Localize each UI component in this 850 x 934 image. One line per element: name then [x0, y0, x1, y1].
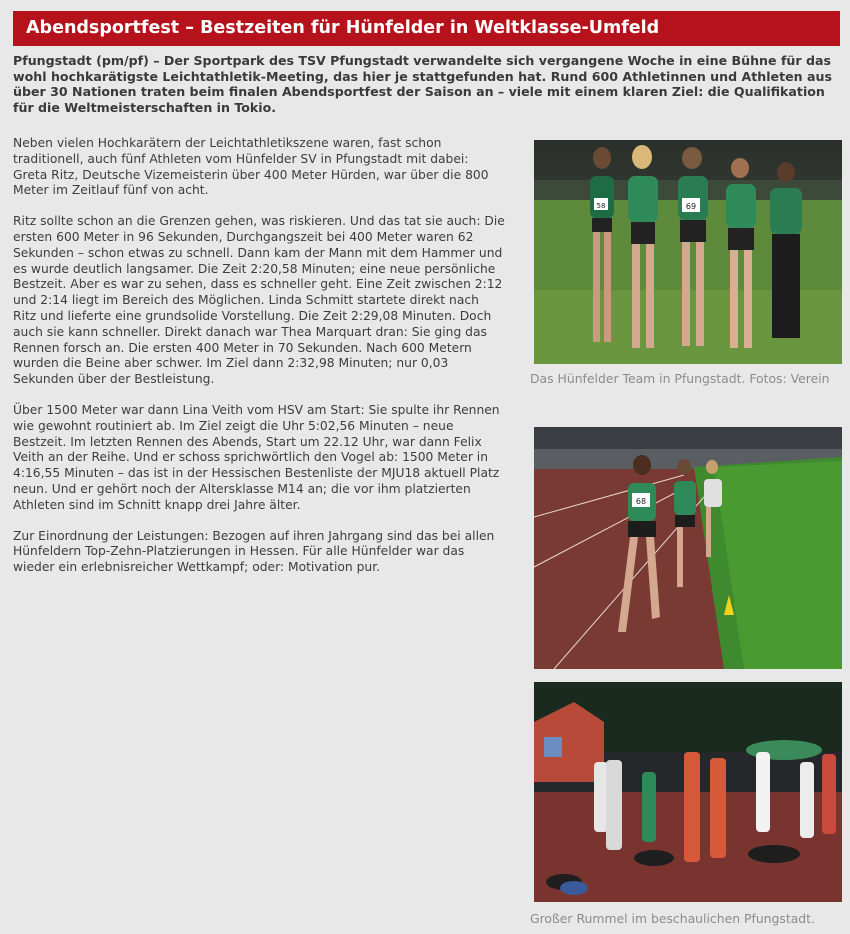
crowd-photo-image [534, 682, 842, 902]
crowd-photo[interactable] [534, 682, 842, 902]
body-paragraph: Über 1500 Meter war dann Lina Veith vom HSV am Start: Sie spulte ihr Rennen wie gewohnt routiniert ab. Im Ziel zeigt die Uhr 5:02,56 Minuten – neue Bestzeit. Im letzten Rennen des Abends, Start um 22.12 Uhr, war dann Felix Veith an der Reihe. Und er schoss sprichwörtlich den Vogel ab: 1500 Meter in 4:16,55 Minuten – das ist in der Hessischen Bestenliste der MJU18 aktuell Platz neun. Und er gehört noch der Altersklasse M14 an; die vor ihm platzierten Athleten sind im Schnitt knapp drei Jahre älter. [13, 402, 500, 512]
article-body [13, 136, 505, 591]
team-photo-image [534, 140, 842, 364]
bib-number: 68 [635, 497, 647, 506]
team-photo[interactable] [534, 140, 842, 364]
bib-number: 69 [685, 202, 697, 211]
bib-number: 58 [596, 202, 606, 210]
crowd-photo-caption: Großer Rummel im beschaulichen Pfungstadt. [530, 911, 815, 926]
body-paragraph: Ritz sollte schon an die Grenzen gehen, was riskieren. Und das tat sie auch: Die ersten 600 Meter in 96 Sekunden, Durchgangszeit bei 400 Meter waren 62 Sekunden – schon etwas zu schnell. Dann kam der Mann mit dem Hammer und es wurde deutlich langsamer. Die Zeit 2:20,58 Minuten; eine neue persönliche Bestzeit. Aber es war zu sehen, dass es schneller geht. Eine Zeit zwischen 2:12 und 2:14 liegt im Bereich des Möglichen. Linda Schmitt startete direkt nach Ritz und lieferte eine grundsolide Vorstellung. Die Zeit 2:29,08 Minuten. Doch auch sie kann schneller. Direkt danach war Thea Marquart dran: Sie ging das Rennen forsch an. Die ersten 400 Meter in 70 Sekunden. Nach 600 Metern wurden die Beine aber schwer. Im Ziel dann 2:32,98 Minuten; nur 0,03 Sekunden über der Bestleistung. [13, 214, 505, 387]
article-title: Abendsportfest – Bestzeiten für Hünfelder in Weltklasse-Umfeld [13, 11, 840, 46]
body-paragraph: Zur Einordnung der Leistungen: Bezogen auf ihren Jahrgang sind das bei allen Hünfeldern Top-Zehn-Platzierungen in Hessen. Für alle Hünfelder war das wieder ein erlebnisreicher Wettkampf; oder: Motivation pur. [13, 528, 495, 575]
team-photo-caption: Das Hünfelder Team in Pfungstadt. Fotos: Verein [530, 371, 830, 386]
race-photo[interactable] [534, 427, 842, 669]
race-photo-image [534, 427, 842, 669]
body-paragraph: Neben vielen Hochkarätern der Leichtathletikszene waren, fast schon traditionell, auch fünf Athleten vom Hünfelder SV in Pfungstadt mit dabei: Greta Ritz, Deutsche Vizemeisterin über 400 Meter Hürden, war über die 800 Meter im Zeitlauf fünf von acht. [13, 136, 489, 198]
article-lead: Pfungstadt (pm/pf) – Der Sportpark des TSV Pfungstadt verwandelte sich vergangene Woche in eine Bühne für das wohl hochkarätigste Leichtathletik-Meeting, das hier je stattgefunden hat. Rund 600 Athletinnen und Athleten aus über 30 Nationen traten beim finalen Abendsportfest der Saison an – viele mit einem klaren Ziel: die Qualifikation für die Weltmeisterschaften in Tokio. [13, 53, 832, 115]
